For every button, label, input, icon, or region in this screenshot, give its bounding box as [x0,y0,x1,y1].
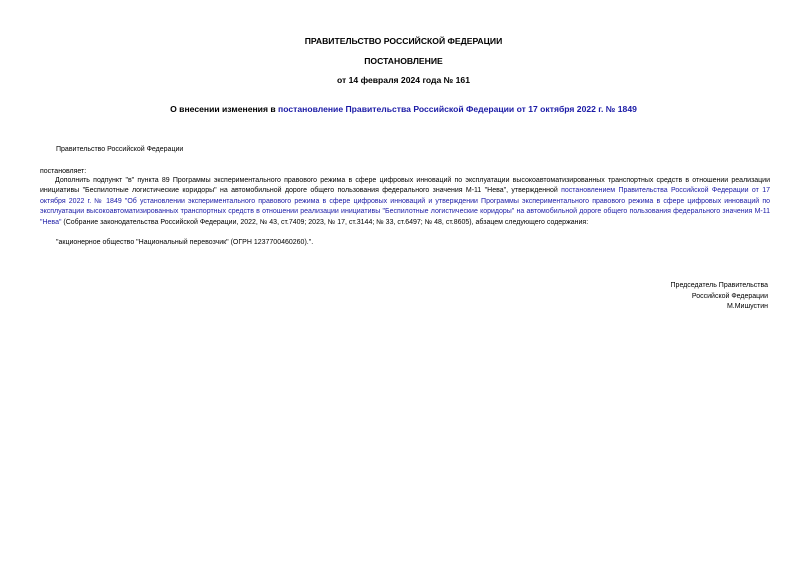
paragraph-decree-link[interactable]: постановлением Правительства Российской Федерации от 17 октября 2022 г. № 1849 "Об установлении экспериментального правового режима в сфере цифровых инноваций и утверждении Программы экспериментального правового режима в сфере цифровых инноваций по эксплуатации высокоавтоматизированных транспортных средств в отношении реализации инициативы "Беспилотные логистические коридоры" на автомобильной дороге общего пользования федерального значения М-11 "Нева" [40,187,770,226]
document-title-prefix: О внесении изменения в [170,104,279,114]
title-decree-link[interactable]: постановление Правительства Российской Федерации от 17 октября 2022 г. № 1849 [278,104,637,114]
decree-word: постановляет: [40,168,87,175]
signature-block [671,281,768,313]
government-heading: ПРАВИТЕЛЬСТВО РОССИЙСКОЙ ФЕДЕРАЦИИ [304,36,503,46]
signature-organization: Российской Федерации [691,292,768,300]
main-paragraph [40,176,770,228]
document-type: ПОСТАНОВЛЕНИЕ [364,56,443,66]
issuer-text: Правительство Российской Федерации [56,146,184,153]
quoted-addition: "акционерное общество "Национальный перевозчик" (ОГРН 1237700460260).". [56,239,314,246]
document-date-number: от 14 февраля 2024 года № 161 [337,75,470,85]
document-title [0,104,807,114]
signature-name: М.Мишустин [726,303,768,311]
main-paragraph-part2: (Собрание законодательства Российской Федерации, 2022, № 43, ст.7409; 2023, № 17, ст.3144; № 33, ст.6497; № 48, ст.8605), абзацем следующего содержания: [61,218,589,226]
signature-position: Председатель Правительства [670,282,768,289]
main-paragraph-part1: Дополнить подпункт "в" пункта 89 Программы экспериментального правового режима в сфере цифровых инноваций по эксплуатации высокоавтоматизированных транспортных средств в отношении реализации инициативы "Беспилотные логистические коридоры" на автомобильной дороге общего пользования федерального значения М-11 "Нева", утвержденной [40,177,770,195]
